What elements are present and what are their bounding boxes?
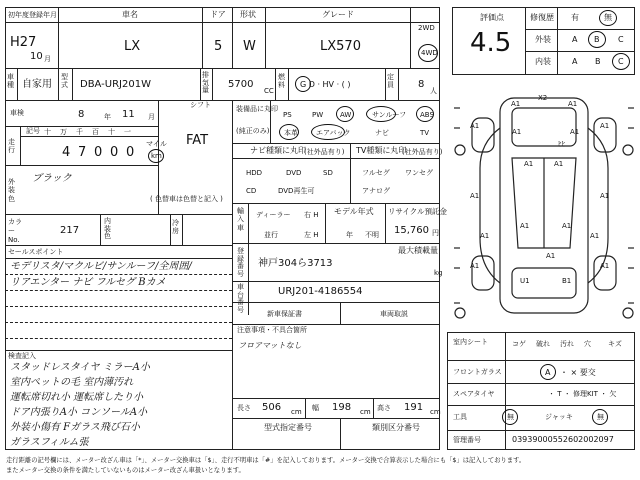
score-label: 評価点 <box>480 13 504 22</box>
equip-sub: (純正のみ) <box>236 127 270 135</box>
repair-opt-yes: 有 <box>571 13 579 22</box>
defect-line-1: 室内ペットの毛 室内薄汚れ <box>10 377 134 388</box>
jack-label: ジャッキ <box>545 413 573 421</box>
mileage-place-4: 十 <box>108 128 115 136</box>
mileage-unit-km: km <box>151 152 162 160</box>
plate-label: 登録番号 <box>237 247 244 279</box>
seat-item-3: 穴 <box>584 340 591 348</box>
diagram-label-14: U1 <box>520 277 530 285</box>
inspection-month-unit: 月 <box>148 113 155 121</box>
inspection-year: 8 <box>78 109 85 120</box>
length-unit: cm <box>291 408 302 416</box>
defect-line-0: スタッドレスタイヤ ミラーA小 <box>10 362 150 373</box>
navi-title: ナビ種類に丸印 <box>250 146 306 155</box>
footer-line-1: 走行距離の記号欄には、メーター改ざん車は「*」、メーター交換車は「$」、走行不明車は「#」を記入しております。メーター交換で合算表示した場合にも「$」は記入しております。 <box>6 457 526 464</box>
mileage-code-label: 記号 <box>26 127 40 135</box>
disp-value: 5700 <box>228 79 254 90</box>
mileage-place-2: 千 <box>76 128 83 136</box>
import-parallel: 並行 <box>264 231 278 239</box>
ext-b: B <box>594 35 600 44</box>
ext-a: A <box>572 35 578 44</box>
diagram-label-17: A1 <box>546 252 556 260</box>
defect-line-3: ドア内張りA小 コンソールA小 <box>10 407 148 418</box>
navi-item-0: HDD <box>246 169 263 177</box>
equip2-2: ナビ <box>375 129 389 137</box>
equip2-3: TV <box>420 129 430 137</box>
diagram-label-3: A1 <box>570 128 580 136</box>
diagram-label-2: A1 <box>512 128 522 136</box>
cap-unit: 人 <box>430 87 437 95</box>
shift-label: シフト <box>190 101 211 109</box>
recycle-label: リサイクル預託金 <box>388 207 447 216</box>
use-value: 自家用 <box>22 79 52 90</box>
mileage-place-5: 一 <box>124 128 131 136</box>
width-value: 198 <box>332 402 352 413</box>
height-value: 191 <box>404 402 424 413</box>
model-year-label: モデル年式 <box>334 207 374 216</box>
navi-sub: (社外品有り) <box>304 148 345 156</box>
navi-item-4: DVD再生可 <box>278 187 315 195</box>
diagram-label-15: B1 <box>562 277 572 285</box>
equip-4: ABS <box>420 111 434 119</box>
fuel-label: 燃料 <box>278 73 285 89</box>
exterior-label: 外装色 <box>8 178 15 203</box>
diagram-label-10: A1 <box>520 222 530 230</box>
footer-line-2: またメーター交換の条件を満たしていないものはメーター改ざん車扱いとなります。 <box>6 467 245 474</box>
reg-year-header: 初年度登録年月 <box>8 11 57 19</box>
doors-header: ドア <box>210 10 226 19</box>
interior-color-label: 内装色 <box>104 217 111 241</box>
int-a: A <box>572 57 578 66</box>
mileage-digit-3: 0 <box>110 145 119 160</box>
mileage-digit-0: 4 <box>62 145 71 160</box>
diagram-label-6: A1 <box>524 160 534 168</box>
diagram-label-13: A1 <box>600 262 610 270</box>
doors-value: 5 <box>214 39 223 54</box>
equip-0: PS <box>283 111 292 119</box>
mileage-digit-2: 0 <box>94 145 103 160</box>
seat-item-0: コゲ <box>512 340 526 348</box>
diagram-label-16: X2 <box>538 94 548 102</box>
equip-leather-circle <box>279 124 299 140</box>
equip-1: PW <box>312 111 324 119</box>
mileage-digit-4: 0 <box>126 145 135 160</box>
cc-unit: CC <box>264 87 274 95</box>
sales-title: セールスポイント <box>8 248 64 256</box>
defect-line-4: 外装小傷有 Fガラス飛び石小 <box>10 422 140 433</box>
equip-2: AW <box>340 111 352 119</box>
diagram-label-7: A1 <box>554 160 564 168</box>
color-no-label: カラー No. <box>8 218 22 245</box>
diagram-label-9: A1 <box>600 192 610 200</box>
seat-item-4: キズ <box>608 340 622 348</box>
type-value: DBA-URJ201W <box>80 79 151 90</box>
reg-era: H27 <box>10 35 37 50</box>
width-label: 幅 <box>312 404 319 412</box>
reg-month-unit: 月 <box>44 55 51 63</box>
tools-value: 無 <box>507 413 514 421</box>
import-label: 輸入車 <box>237 207 244 232</box>
inspection-year-unit: 年 <box>104 113 111 121</box>
defect-line-5: ガラスフィルム張 <box>10 437 89 448</box>
int-b: B <box>595 57 601 66</box>
defects-title: 検査記入 <box>8 352 36 360</box>
diagram-label-19: A1 <box>590 232 600 240</box>
height-unit: cm <box>430 408 441 416</box>
body-header: 形状 <box>240 10 256 19</box>
model-header: 車名 <box>122 10 138 19</box>
tools-label: 工具 <box>453 413 467 421</box>
sales-line-1: モデリスタ/マクルビ/サンルーフ/全周囲/ <box>10 261 192 272</box>
type-cert-label: 型式指定番号 <box>264 423 312 432</box>
int-c: C <box>618 57 624 66</box>
equip2-1: エアバック <box>316 129 351 137</box>
navi-item-3: CD <box>246 187 257 195</box>
class-no-label: 類別区分番号 <box>372 423 420 432</box>
equip-title: 装備品に丸印 <box>236 105 278 113</box>
diagram-label-18: A1 <box>480 232 490 240</box>
recycle-unit: 円 <box>432 229 439 237</box>
shift-value: FAT <box>186 133 209 148</box>
score-value: 4.5 <box>470 28 512 58</box>
tv-sub: (社外品有り) <box>402 148 443 156</box>
diagram-label-12: A1 <box>470 262 480 270</box>
diagram-label-8: A1 <box>470 192 480 200</box>
ext-label: 外装 <box>535 35 551 44</box>
width-unit: cm <box>360 408 371 416</box>
fglass-swap: ・ × 要交 <box>560 368 596 377</box>
model-year-unknown: 不明 <box>365 231 379 239</box>
chassis-label: 車台番号 <box>237 283 244 315</box>
repair-opt-no: 無 <box>604 13 612 22</box>
fglass-a: A <box>545 368 551 377</box>
import-left: 左 H <box>304 231 319 239</box>
model-name: LX <box>124 39 141 54</box>
jack-value: 無 <box>597 413 604 421</box>
seat-item-1: 破れ <box>536 340 550 348</box>
recycle-value: 15,760 <box>394 225 429 236</box>
diagram-label-11: A1 <box>562 222 572 230</box>
diagram-label-0: A1 <box>511 100 521 108</box>
grade-value: LX570 <box>320 39 361 54</box>
notes-value: フロアマットなし <box>238 341 302 350</box>
tv-title: TV種類に丸印 <box>356 146 407 155</box>
exterior-note: ( 色替車は色替と記入 ) <box>150 195 223 203</box>
fglass-label: フロントガラス <box>453 368 502 376</box>
sales-line-2: リアエンター ナビ フルセグ Bカメ <box>10 277 166 288</box>
diagram-label-5: A1 <box>600 122 610 130</box>
mgmt-label: 管理番号 <box>453 436 481 444</box>
manual: 車両取説 <box>380 310 408 318</box>
reg-month: 10 <box>30 51 43 62</box>
plate-value: 神戸304ら3713 <box>258 258 333 269</box>
equip-airbag-circle <box>311 124 345 140</box>
mileage-place-0: 十 <box>44 128 51 136</box>
cap-label: 定員 <box>387 73 394 89</box>
mileage-digit-1: 7 <box>78 145 87 160</box>
fuel-options: G D · HV · ( ) <box>300 80 351 89</box>
navi-item-1: DVD <box>286 169 302 177</box>
import-right: 右 H <box>304 211 319 219</box>
disp-label: 排気量 <box>202 71 209 95</box>
defect-line-2: 運転席切れ小 運転席したり小 <box>10 392 144 403</box>
mileage-place-1: 万 <box>60 128 67 136</box>
loading-label: 最大積載量 <box>398 246 438 255</box>
mileage-label: 走行 <box>8 138 15 155</box>
equip-3: サンルーフ <box>372 111 407 119</box>
car-damage-diagram <box>450 88 638 326</box>
mileage-unit-mile: マイル <box>146 140 167 148</box>
seat-label: 室内シート <box>453 338 488 346</box>
color-no-value: 217 <box>60 225 80 236</box>
equip-abs-circle <box>416 106 434 122</box>
model-year-unit: 年 <box>346 231 353 239</box>
import-dealer: ディーラー <box>256 211 291 219</box>
spare-items: ・ T ・ 修理KIT ・ 欠 <box>548 390 617 398</box>
mileage-place-3: 百 <box>92 128 99 136</box>
mgmt-value: 0393900055260200​2097 <box>512 435 614 444</box>
ext-c: C <box>618 35 624 44</box>
use-label: 車種 <box>7 73 14 89</box>
tv-item-1: ワンセグ <box>405 169 433 177</box>
drive-2wd: 2WD <box>418 24 435 32</box>
chassis-value: URJ201-4186554 <box>278 286 363 297</box>
diagram-label-1: A1 <box>568 100 578 108</box>
diagram-label-20: ﾋﾋ <box>558 140 565 148</box>
length-label: 長さ <box>237 404 251 412</box>
length-value: 506 <box>262 402 282 413</box>
exterior-value: ブラック <box>32 173 72 184</box>
int-label: 内装 <box>535 57 551 66</box>
new-car-warranty: 新車保証書 <box>267 310 302 318</box>
body-value: W <box>243 39 256 54</box>
tv-item-0: フルセグ <box>362 169 390 177</box>
drive-4wd: 4WD <box>421 49 438 57</box>
loading-unit: kg <box>434 269 443 277</box>
inspection-label: 車検 <box>10 109 24 117</box>
equip-sunroof-circle <box>366 106 396 122</box>
spare-label: スペアタイヤ <box>453 390 495 398</box>
equip2-0: 本革 <box>284 129 298 137</box>
notes-title: 注意事項・不具合箇所 <box>237 326 307 334</box>
tv-item-2: アナログ <box>362 187 390 195</box>
grade-header: グレード <box>322 10 354 19</box>
cap-value: 8 <box>418 79 425 90</box>
height-label: 高さ <box>377 404 391 412</box>
diagram-label-4: A1 <box>470 122 480 130</box>
inspection-month: 11 <box>122 109 135 120</box>
seat-item-2: 汚れ <box>560 340 574 348</box>
equip-aw-circle <box>336 106 354 122</box>
navi-item-2: SD <box>323 169 333 177</box>
repair-label: 修復歴 <box>530 13 554 22</box>
ac-label: 冷房 <box>172 219 179 235</box>
type-label: 型式 <box>61 73 68 89</box>
